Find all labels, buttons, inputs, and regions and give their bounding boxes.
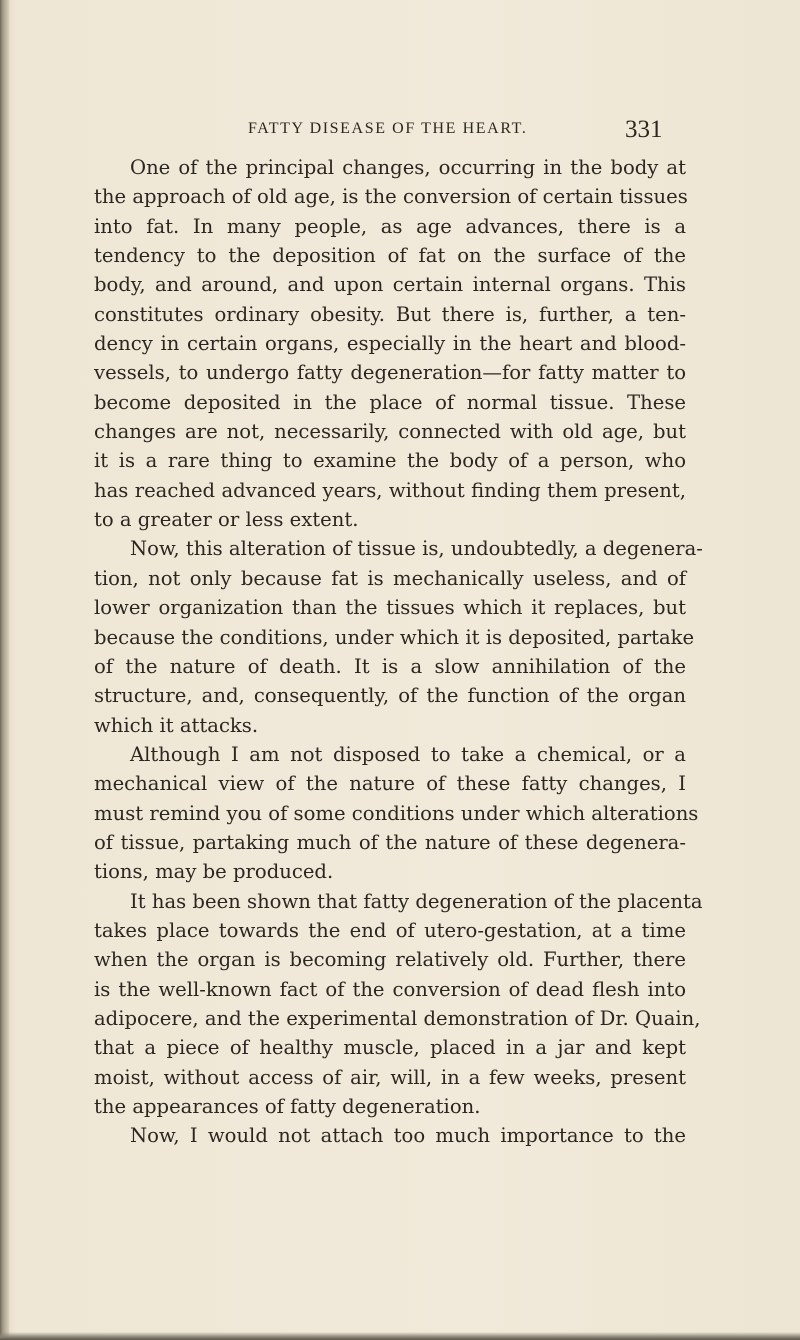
text-line: of tissue, partaking much of the nature of these degenera-	[94, 830, 686, 854]
text-line: because the conditions, under which it is deposited, partake	[94, 625, 695, 649]
running-head	[0, 116, 800, 146]
page-binding-edge	[0, 0, 10, 1340]
body-text	[94, 153, 703, 1151]
text-line: structure, and, consequently, of the function of the organ	[94, 684, 686, 708]
header-title: FATTY DISEASE OF THE HEART.	[248, 120, 528, 137]
text-line: One of the principal changes, occurring in the body at	[130, 156, 686, 179]
text-line: which it attacks.	[94, 713, 259, 737]
text-line: must remind you of some conditions under which alterations	[94, 801, 699, 825]
text-line: of the nature of death. It is a slow annihilation of the	[94, 654, 686, 678]
text-line: tendency to the deposition of fat on the surface of the	[94, 244, 686, 268]
text-line: It has been shown that fatty degeneration of the placenta	[130, 889, 703, 913]
text-line: Now, this alteration of tissue is, undoubtedly, a degenera-	[130, 537, 703, 561]
text-line: is the well-known fact of the conversion of dead flesh into	[94, 977, 686, 1001]
text-line: into fat. In many people, as age advances, there is a	[94, 214, 686, 238]
text-line: changes are not, necessarily, connected with old age, but	[94, 420, 686, 444]
text-line: constitutes ordinary obesity. But there is, further, a ten-	[94, 302, 686, 326]
text-line: the approach of old age, is the conversion of certain tissues	[94, 185, 688, 209]
text-line: mechanical view of the nature of these fatty changes, I	[94, 772, 686, 796]
text-line: moist, without access of air, will, in a few weeks, present	[94, 1065, 686, 1089]
text-line: Although I am not disposed to take a chemical, or a	[130, 742, 686, 766]
text-line: vessels, to undergo fatty degeneration—for fatty matter to	[94, 361, 686, 385]
page-number: 331	[625, 116, 663, 143]
text-line: the appearances of fatty degeneration.	[94, 1095, 481, 1118]
text-line: Now, I would not attach too much importance to the	[130, 1124, 686, 1148]
text-line: body, and around, and upon certain internal organs. This	[94, 273, 686, 297]
text-line: lower organization than the tissues which it replaces, but	[94, 596, 686, 620]
text-line: it is a rare thing to examine the body of a person, who	[94, 449, 686, 473]
text-line: takes place towards the end of utero-gestation, at a time	[94, 918, 686, 942]
page-bottom-edge	[0, 1332, 800, 1340]
text-line: adipocere, and the experimental demonstration of Dr. Quain,	[94, 1006, 701, 1030]
text-line: dency in certain organs, especially in the heart and blood-	[94, 332, 686, 356]
text-line: has reached advanced years, without finding them present,	[94, 478, 686, 502]
text-line: tion, not only because fat is mechanically useless, and of	[94, 566, 686, 590]
text-line: tions, may be produced.	[94, 860, 334, 884]
text-line: to a greater or less extent.	[94, 508, 359, 532]
text-line: when the organ is becoming relatively old. Further, there	[94, 948, 686, 972]
text-line: become deposited in the place of normal tissue. These	[94, 390, 686, 414]
text-line: that a piece of healthy muscle, placed in a jar and kept	[94, 1036, 686, 1060]
